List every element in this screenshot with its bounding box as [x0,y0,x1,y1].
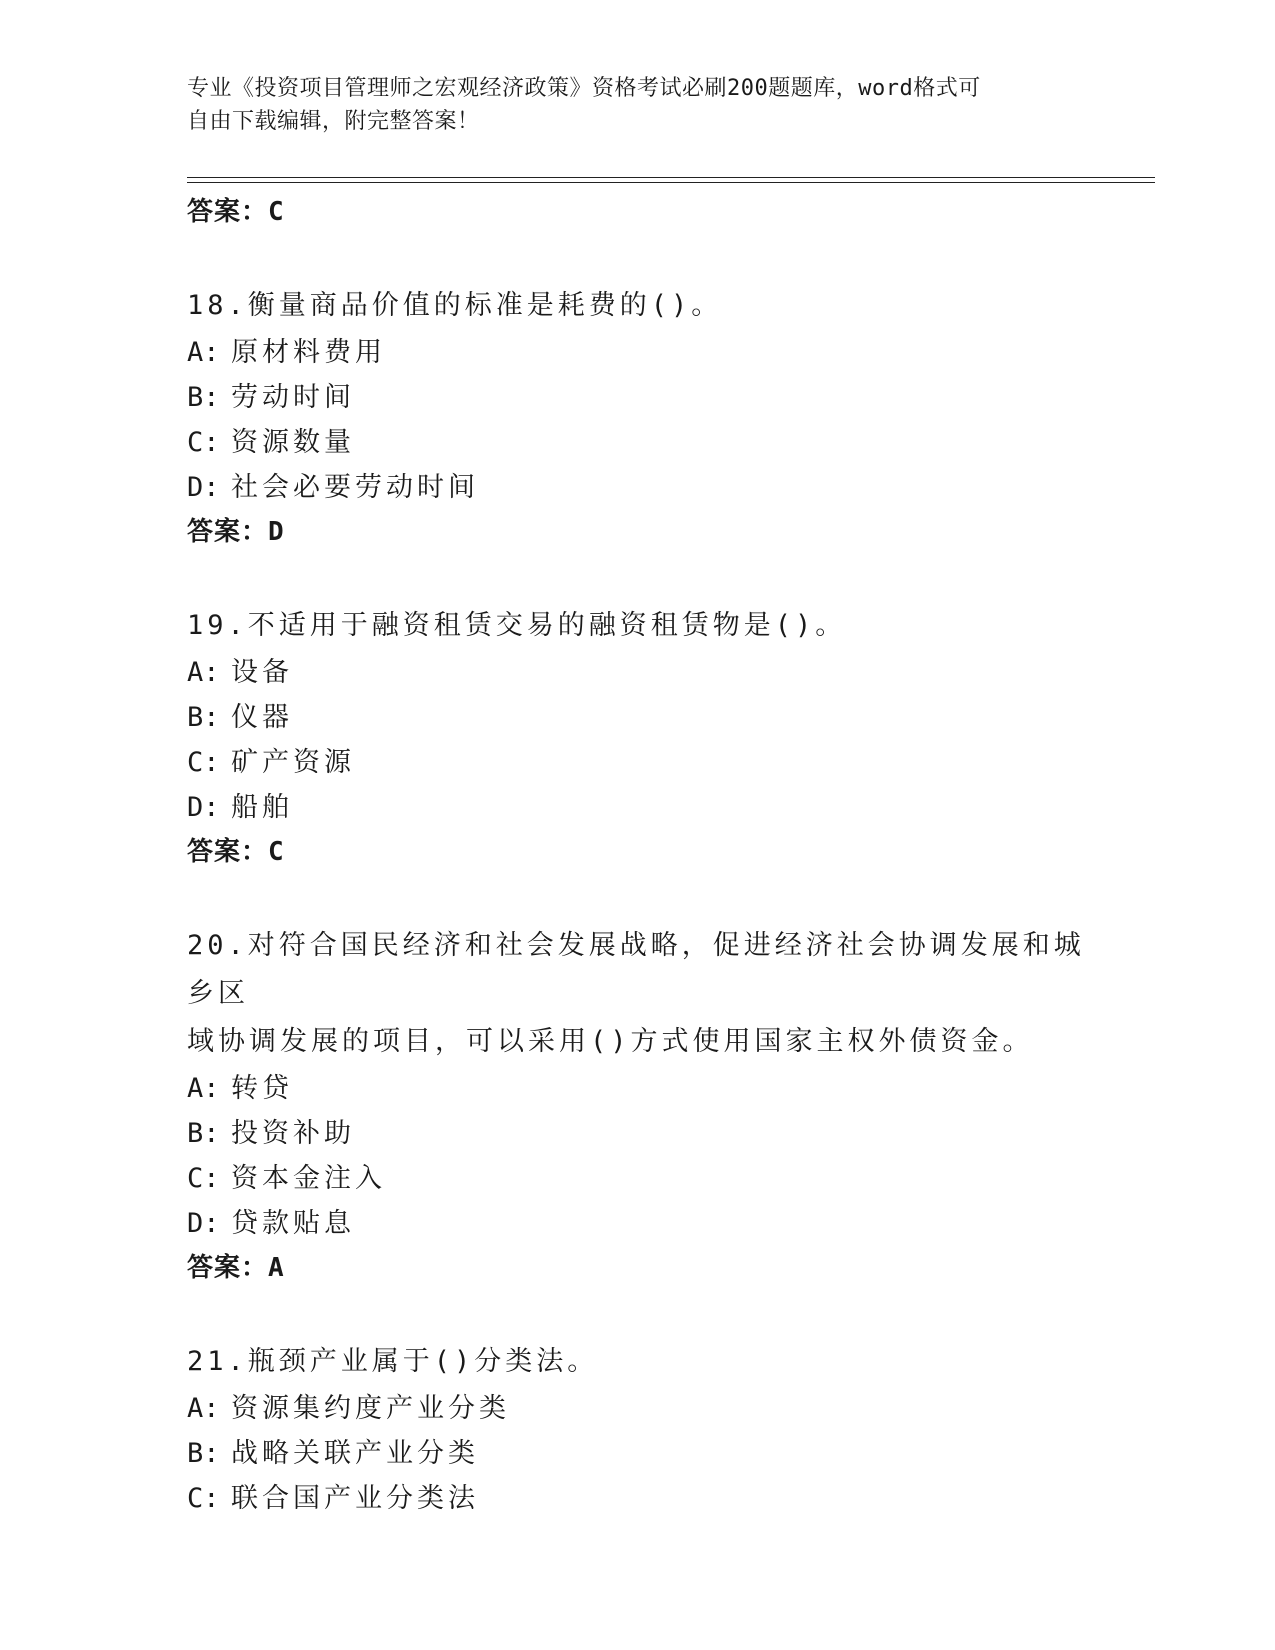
header-line-2: 自由下载编辑，附完整答案！ [187,109,480,134]
question-block [187,282,1087,554]
answer-line: 答案：C [187,197,285,227]
question-text: 21.瓶颈产业属于()分类法。 [187,1346,599,1377]
option-text: 贷款贴息 [231,1208,355,1239]
option-a [187,1066,1087,1111]
option-text: 资本金注入 [231,1163,386,1194]
option-text: 矿产资源 [231,747,355,778]
option-b [187,1431,1087,1476]
option-letter: A: [187,1073,220,1104]
option-text: 劳动时间 [231,382,355,413]
option-d [187,785,1087,830]
option-d [187,1201,1087,1246]
option-text: 船舶 [231,792,293,823]
option-letter: D: [187,1208,220,1239]
option-c [187,1476,1087,1521]
option-letter: D: [187,472,220,503]
answer-line: 答案：D [187,517,285,547]
answer-line: 答案：A [187,1253,285,1283]
option-c [187,1156,1087,1201]
question-text: 20.对符合国民经济和社会发展战略，促进经济社会协调发展和城乡区 [187,930,1085,1009]
option-b [187,375,1087,420]
question-list [187,190,1087,1521]
option-b [187,695,1087,740]
option-text: 仪器 [231,702,293,733]
option-letter: A: [187,337,220,368]
option-text: 联合国产业分类法 [231,1483,479,1514]
option-d [187,465,1087,510]
question-text: 18.衡量商品价值的标准是耗费的()。 [187,290,723,321]
option-c [187,740,1087,785]
header-line-1: 专业《投资项目管理师之宏观经济政策》资格考试必刷200题题库，word格式可 [187,76,981,101]
option-letter: C: [187,747,220,778]
option-letter: C: [187,427,220,458]
option-a [187,330,1087,375]
option-a [187,1386,1087,1431]
option-letter: B: [187,1438,220,1469]
question-block [187,1338,1087,1521]
option-text: 社会必要劳动时间 [231,472,479,503]
answer-line: 答案：C [187,837,285,867]
option-letter: A: [187,1393,220,1424]
option-letter: B: [187,1118,220,1149]
header-divider-top [187,177,1155,178]
option-text: 战略关联产业分类 [231,1438,479,1469]
document-header [187,72,1067,138]
option-text: 设备 [231,657,293,688]
option-letter: B: [187,382,220,413]
question-text-continued: 域协调发展的项目，可以采用()方式使用国家主权外债资金。 [187,1026,1034,1057]
option-letter: B: [187,702,220,733]
option-text: 资源集约度产业分类 [231,1393,510,1424]
question-block [187,602,1087,874]
question-block [187,922,1087,1290]
option-letter: D: [187,792,220,823]
option-a [187,650,1087,695]
option-letter: C: [187,1483,220,1514]
option-text: 资源数量 [231,427,355,458]
option-text: 投资补助 [231,1118,355,1149]
option-letter: C: [187,1163,220,1194]
option-c [187,420,1087,465]
option-letter: A: [187,657,220,688]
option-text: 原材料费用 [231,337,386,368]
option-text: 转贷 [231,1073,293,1104]
question-text: 19.不适用于融资租赁交易的融资租赁物是()。 [187,610,847,641]
header-divider-bottom [187,182,1155,183]
option-b [187,1111,1087,1156]
